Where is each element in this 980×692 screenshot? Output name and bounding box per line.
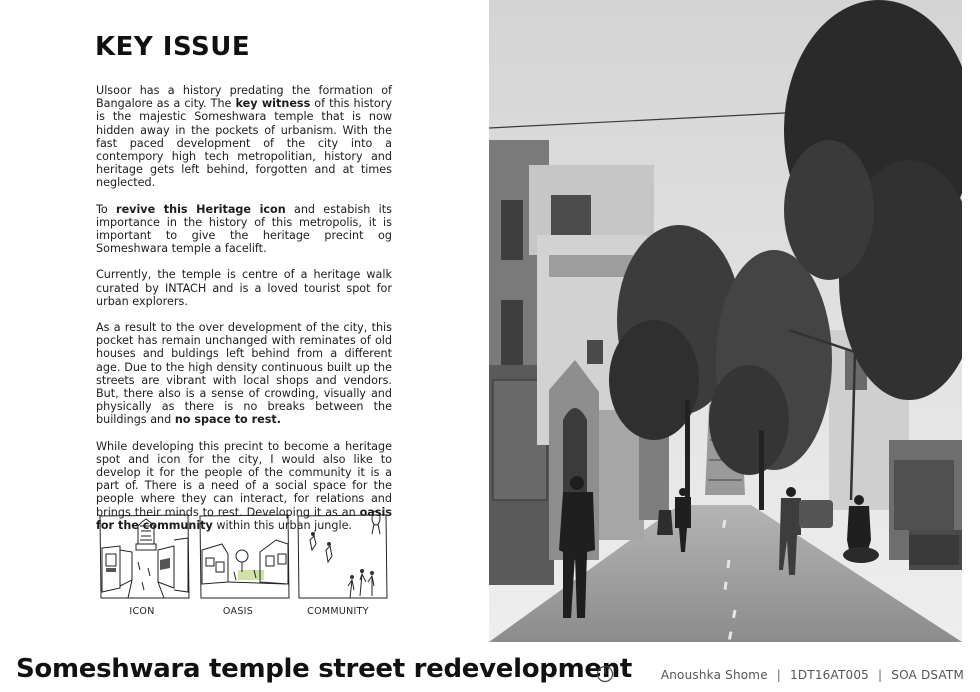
oasis-sketch	[198, 510, 290, 600]
paragraph-4: As a result to the over development of the city, this pocket has remain unchanged with reminates of old houses and buldings left behind from a different age. Due to the high density continuous built up the streets are vibrant with local shops and vendors. But, there also is a sense of crowding, visually and physically as there is no breaks between the buildings and no space to rest.	[96, 321, 392, 427]
paragraph-2: To revive this Heritage icon and estabish its importance in the history of this metropolis, it is important to give the heritage precint og Someshwara temple a facelift.	[96, 202, 392, 256]
oasis-label: OASIS	[222, 606, 254, 617]
paragraph-3: Currently, the temple is centre of a heritage walk curated by INTACH and is a loved tourist spot for urban explorers.	[96, 268, 392, 308]
author-name: Anoushka Shome	[660, 668, 768, 682]
icon-sketch	[98, 510, 190, 600]
separator: |	[776, 668, 782, 682]
footer-title: Someshwara temple street redevelopment	[16, 654, 633, 684]
student-id: 1DT16AT005	[790, 668, 870, 682]
paragraph-1: Ulsoor has a history predating the formation of Bangalore as a city. The key witness of this history is the majestic Someshwara temple that is now hidden away in the pockets of urbanism. With the fast paced development of the city into a contempory high tech metropolitian, history and heritage gets left behind, forgotten and at times neglected.	[96, 84, 392, 190]
paragraph-5: While developing this precint to become a heritage spot and icon for the city, I would also like to develop it for the people of the community it is a part of. There is a need of a social space for the people where they can interact, for relations and brings their minds to rest. Developing it as an oasis for the community within this urban jungle.	[96, 439, 392, 532]
body-text	[96, 84, 392, 545]
community-sketch	[296, 510, 388, 600]
footer-credits	[661, 668, 964, 682]
community-label: COMMUNITY	[307, 606, 369, 617]
school-name: SOA DSATM	[891, 668, 964, 682]
separator: |	[878, 668, 883, 682]
timer-logo-icon	[596, 665, 614, 683]
icon-label: ICON	[129, 606, 155, 617]
concept-sketches	[96, 500, 396, 625]
page-heading: KEY ISSUE	[95, 32, 251, 62]
street-photo	[489, 0, 962, 642]
